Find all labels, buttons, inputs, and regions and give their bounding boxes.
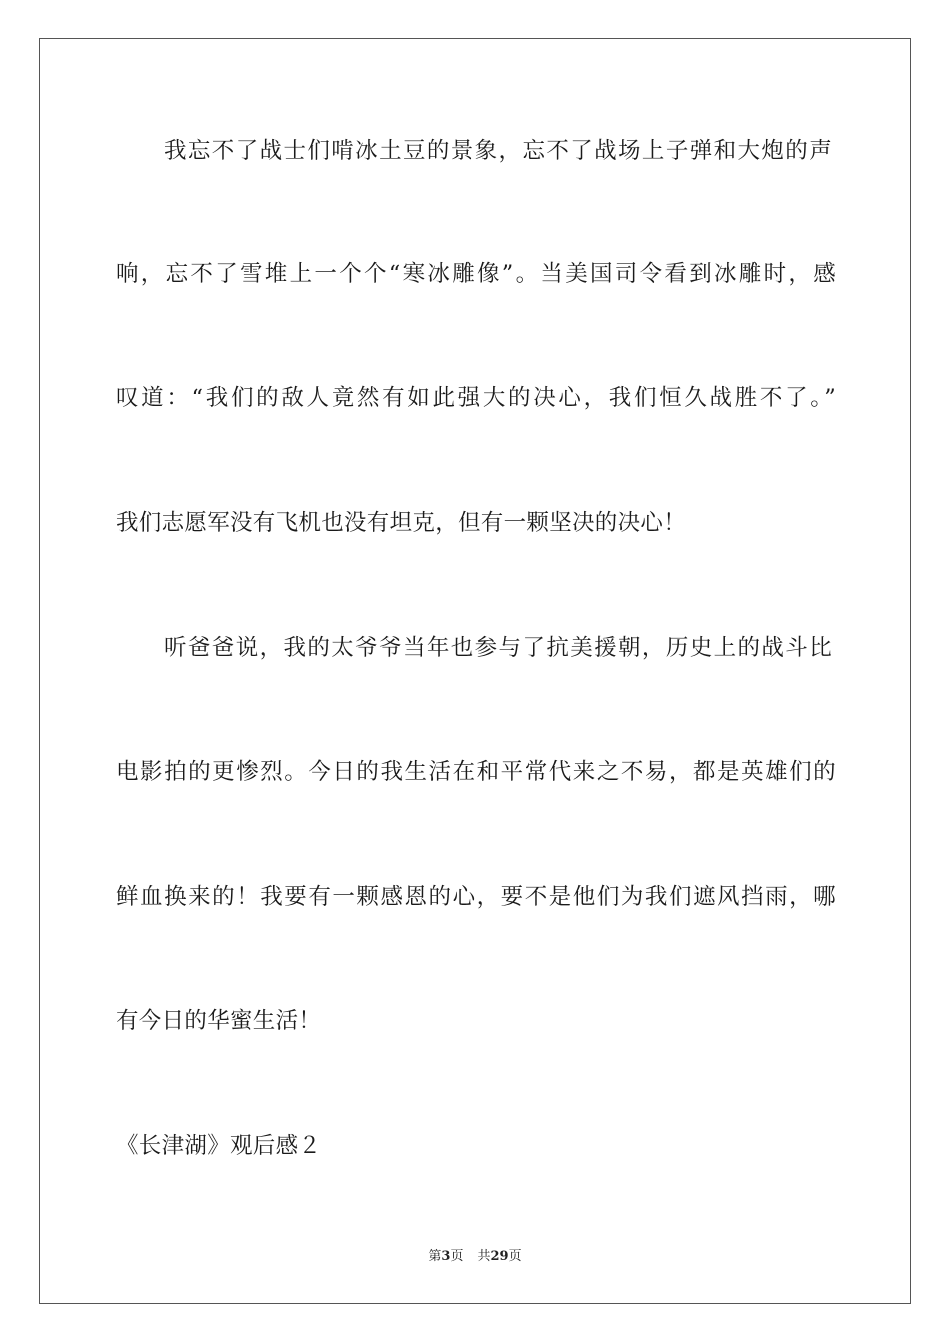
page-footer — [0, 1248, 950, 1266]
paragraph-line-8: 有今日的华蜜生活！ — [116, 1008, 322, 1034]
footer-page-current: 3 — [441, 1249, 451, 1264]
footer-page-unit: 页 — [450, 1249, 464, 1264]
page-border — [39, 38, 911, 1304]
paragraph-line-2: 响，忘不了雪堆上一个个“寒冰雕像”。当美国司令看到冰雕时，感 — [116, 261, 836, 287]
paragraph-line-6: 电影拍的更惨烈。今日的我生活在和平常代来之不易，都是英雄们的 — [116, 759, 836, 785]
footer-page-total: 29 — [490, 1249, 509, 1264]
section-heading: 《长津湖》观后感２ — [116, 1133, 322, 1159]
paragraph-line-3: 叹道：“我们的敌人竟然有如此强大的决心，我们恒久战胜不了。” — [116, 385, 836, 411]
paragraph-line-7: 鲜血换来的！我要有一颗感恩的心，要不是他们为我们遮风挡雨，哪 — [116, 884, 836, 910]
paragraph-line-4: 我们志愿军没有飞机也没有坦克，但有一颗坚决的决心！ — [116, 510, 687, 536]
footer-total-unit: 页 — [508, 1249, 522, 1264]
footer-total-prefix: 共 — [477, 1249, 491, 1264]
paragraph-line-1: 我忘不了战士们啃冰土豆的景象，忘不了战场上子弹和大炮的声 — [164, 138, 832, 164]
footer-page-prefix: 第 — [428, 1249, 442, 1264]
paragraph-line-5: 听爸爸说，我的太爷爷当年也参与了抗美援朝，历史上的战斗比 — [164, 635, 832, 661]
